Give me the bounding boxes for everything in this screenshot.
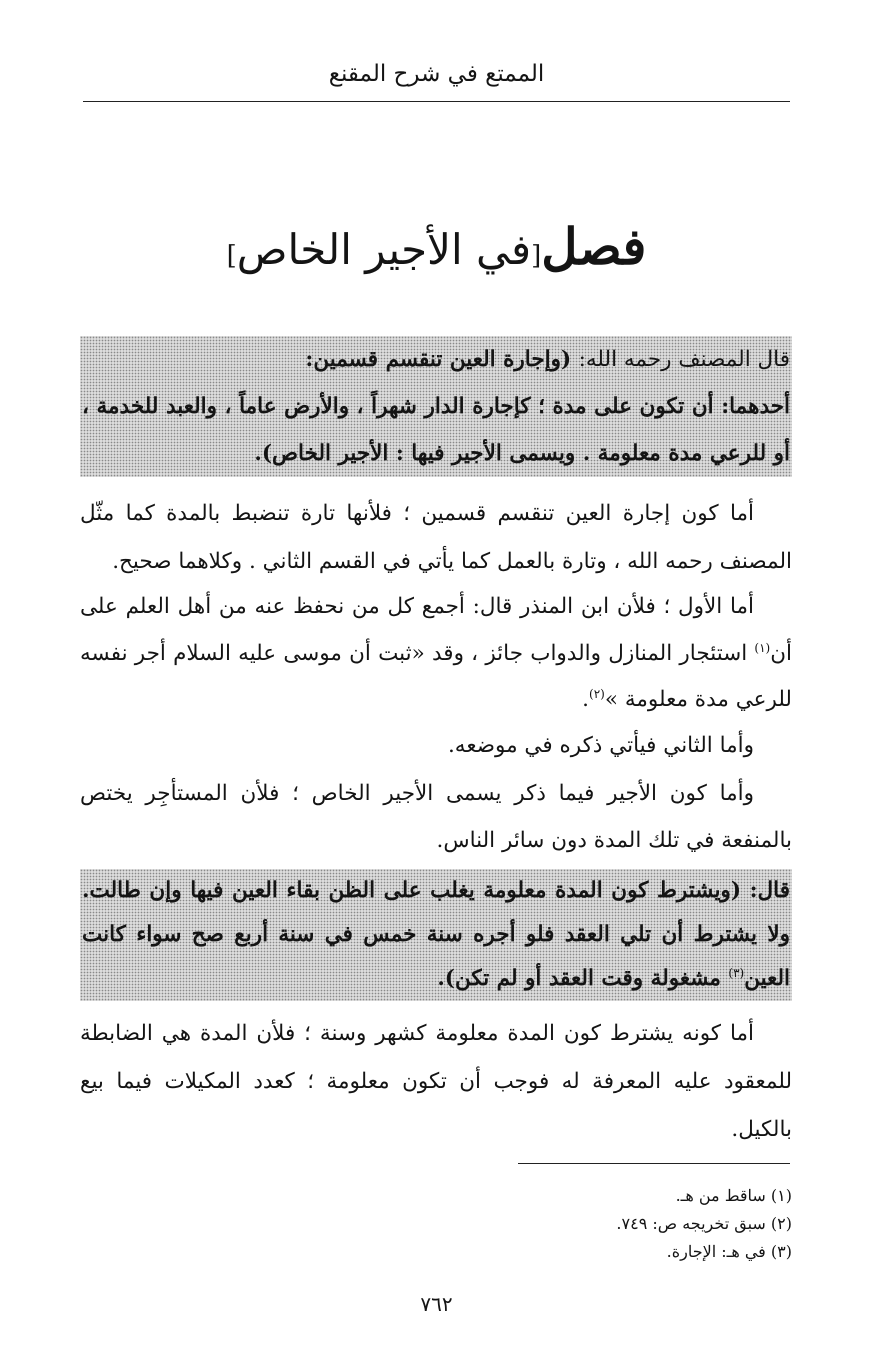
footnote-1: (١) ساقط من هـ. <box>675 1186 792 1205</box>
quoted-matn-block-1 <box>80 336 792 477</box>
paragraph-text: وأما كون الأجير فيما ذكر يسمى الأجير الخاص ؛ فلأن المستأجِر يختص بالمنفعة في تلك المدة دون سائر الناس. <box>80 781 792 853</box>
paragraph-text: أما كونه يشترط كون المدة معلومة كشهر وسنة ؛ فلأن المدة هي الضابطة للمعقود عليه المعرفة له فوجب أن تكون معلومة ؛ كعدد المكيلات فيما بيع بالكيل. <box>80 1021 792 1142</box>
footnote-ref-1[interactable]: (١) <box>754 640 771 655</box>
footnote-3: (٣) في هـ: الإجارة. <box>666 1242 792 1261</box>
chapter-title-text: في الأجير الخاص <box>236 225 532 274</box>
running-header: الممتع في شرح المقنع <box>328 61 545 87</box>
footnote-ref-3[interactable]: (٣) <box>728 965 745 980</box>
header-rule <box>83 101 790 102</box>
footnote-separator <box>518 1163 790 1164</box>
footnotes <box>80 1182 792 1266</box>
quoted-matn-block-2 <box>80 869 792 1001</box>
footnote-ref-2[interactable]: (٢) <box>589 686 605 701</box>
page-number: ٧٦٢ <box>420 1292 453 1316</box>
chapter-title <box>0 212 873 291</box>
footnote-2: (٢) سبق تخريجه ص: ٧٤٩. <box>616 1214 792 1233</box>
chapter-title-bracket-open: [ <box>531 241 542 271</box>
quote-text: قال: (ويشترط كون المدة معلومة يغلب على الظن بقاء العين فيها وإن طالت. ولا يشترط أن تلي العقد فلو أجره سنة خمس في سنة أربع صح سواء كانت العين$^{(٣)}$ مشغولة وقت العقد أو لم تكن). <box>82 878 790 991</box>
chapter-title-fasl: فصل <box>541 217 647 276</box>
commentary-paragraph-1 <box>80 490 792 586</box>
quote-lead: قال المصنف رحمه الله: <box>578 347 790 372</box>
commentary-paragraph-4 <box>80 770 792 864</box>
paragraph-text: وأما الثاني فيأتي ذكره في موضعه. <box>447 733 754 758</box>
commentary-paragraph-2 <box>80 584 792 724</box>
paragraph-text-cont: استئجار المنازل والدواب جائز ، وقد «ثبت أن موسى عليه السلام أجر نفسه للرعي مدة معلومة » <box>80 640 792 712</box>
quote-text: (وإجارة العين تنقسم قسمين: <box>305 347 572 372</box>
paragraph-text: أما الأول ؛ فلأن ابن المنذر قال: أجمع كل من نحفظ عنه من أهل العلم على أن <box>80 594 792 666</box>
paragraph-with-notes: أما الأول ؛ فلأن ابن المنذر قال: أجمع كل من نحفظ عنه من أهل العلم على أن$^{(١)}$ استئجار المنازل والدواب جائز ، وقد «ثبت أن موسى عليه السلام أجر نفسه للرعي مدة معلومة »$^{(٢)}$. <box>80 594 792 712</box>
commentary-paragraph-5 <box>80 1010 792 1154</box>
chapter-title-bracket-close: ] <box>226 241 237 271</box>
paragraph-text: أما كون إجارة العين تنقسم قسمين ؛ فلأنها تارة تنضبط بالمدة كما مثّل المصنف رحمه الله ، وتارة بالعمل كما يأتي في القسم الثاني . وكلاهما صحيح. <box>80 501 792 574</box>
quote-continuation: أحدهما: أن تكون على مدة ؛ كإجارة الدار شهراً ، والأرض عاماً ، والعبد للخدمة ، أو للرعي مدة معلومة . ويسمى الأجير فيها : الأجير الخاص). <box>82 394 790 466</box>
commentary-paragraph-3 <box>80 723 792 769</box>
